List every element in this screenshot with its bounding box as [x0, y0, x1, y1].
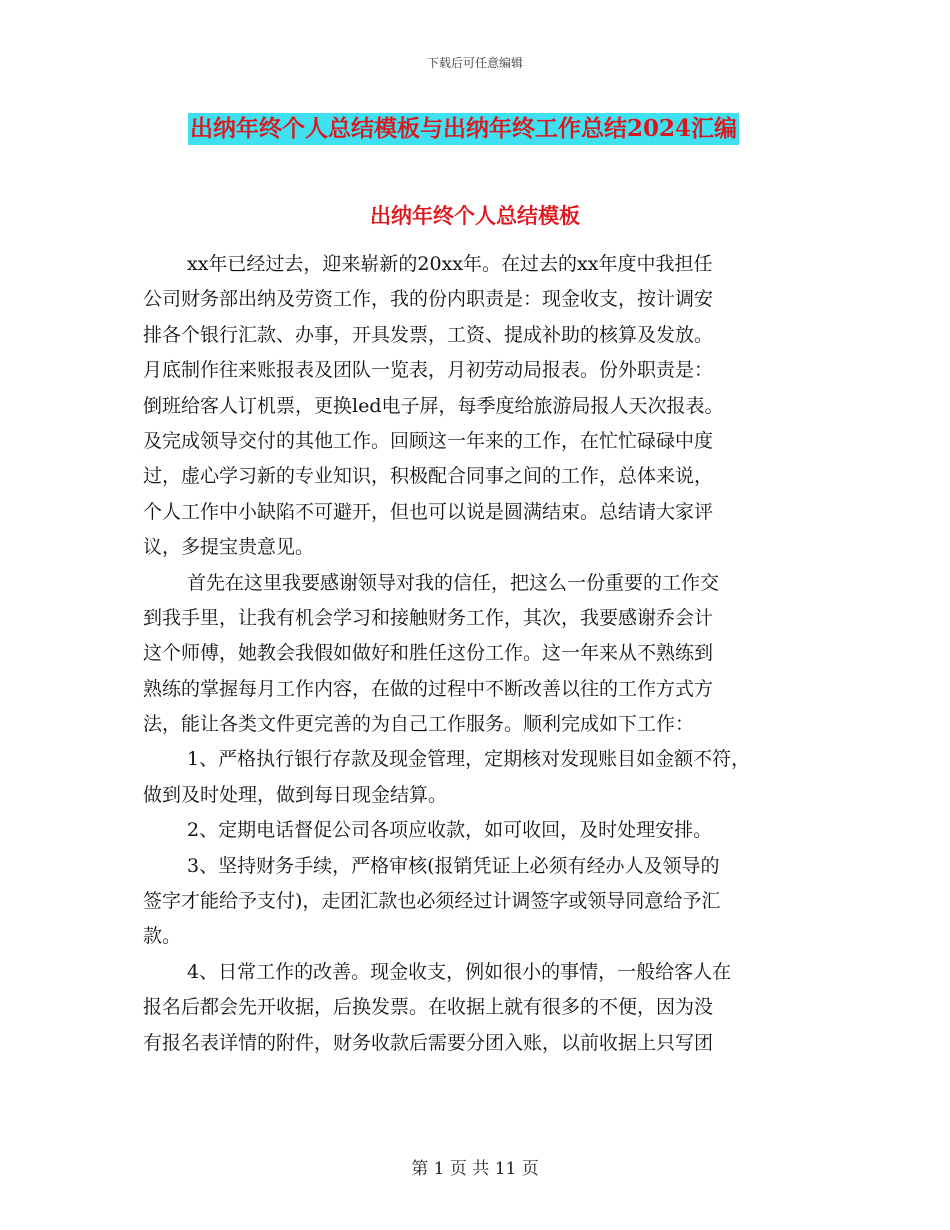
text-line: 倒班给客人订机票，更换led电子屏，每季度给旅游局报人天次报表。 — [143, 394, 724, 417]
text-line: 熟练的掌握每月工作内容，在做的过程中不断改善以往的工作方式方 — [143, 677, 714, 700]
text-line: 月底制作往来账报表及团队一览表，月初劳动局报表。份外职责是： — [143, 359, 714, 382]
page-footer: 第 1 页 共 11 页 — [411, 1159, 539, 1179]
text-line: 1、严格执行银行存款及现金管理，定期核对发现账目如金额不符， — [187, 748, 751, 771]
text-line: 签字才能给予支付)，走团汇款也必须经过计调签字或领导同意给予汇 — [143, 890, 721, 913]
text-line: xx年已经过去，迎来崭新的20xx年。在过去的xx年度中我担任 — [187, 253, 713, 275]
text-line: 过，虚心学习新的专业知识，积极配合同事之间的工作，总体来说， — [143, 465, 714, 488]
text-line: 2、定期电话督促公司各项应收款，如可收回，及时处理安排。 — [187, 819, 713, 842]
body-text — [143, 247, 823, 1061]
text-line: 个人工作中小缺陷不可避开，但也可以说是圆满结束。总结请大家评 — [143, 500, 714, 523]
document-title: 出纳年终个人总结模板与出纳年终工作总结2024汇编 — [188, 113, 739, 145]
text-line: 这个师傅，她教会我假如做好和胜任这份工作。这一年来从不熟练到 — [143, 642, 714, 665]
text-line: 到我手里，让我有机会学习和接触财务工作，其次，我要感谢乔会计 — [143, 606, 714, 629]
text-line: 法，能让各类文件更完善的为自己工作服务。顺利完成如下工作： — [143, 713, 695, 736]
text-line: 做到及时处理，做到每日现金结算。 — [143, 783, 448, 806]
text-line: 及完成领导交付的其他工作。回顾这一年来的工作，在忙忙碌碌中度 — [143, 429, 714, 452]
section-title: 出纳年终个人总结模板 — [370, 203, 580, 228]
text-line: 议，多提宝贵意见。 — [143, 536, 315, 559]
text-line: 3、坚持财务手续，严格审核(报销凭证上必须有经办人及领导的 — [187, 854, 720, 877]
text-line: 排各个银行汇款、办事，开具发票，工资、提成补助的核算及发放。 — [143, 323, 714, 346]
text-line: 款。 — [143, 925, 182, 948]
text-line: 4、日常工作的改善。现金收支，例如很小的事情，一般给客人在 — [187, 960, 732, 983]
text-line: 有报名表详情的附件，财务收款后需要分团入账，以前收据上只写团 — [143, 1031, 714, 1054]
text-line: 公司财务部出纳及劳资工作，我的份内职责是：现金收支，按计调安 — [143, 288, 714, 311]
text-line: 首先在这里我要感谢领导对我的信任，把这么一份重要的工作交 — [187, 571, 720, 594]
text-line: 报名后都会先开收据，后换发票。在收据上就有很多的不便，因为没 — [143, 996, 714, 1019]
header-note: 下载后可任意编辑 — [426, 56, 523, 70]
